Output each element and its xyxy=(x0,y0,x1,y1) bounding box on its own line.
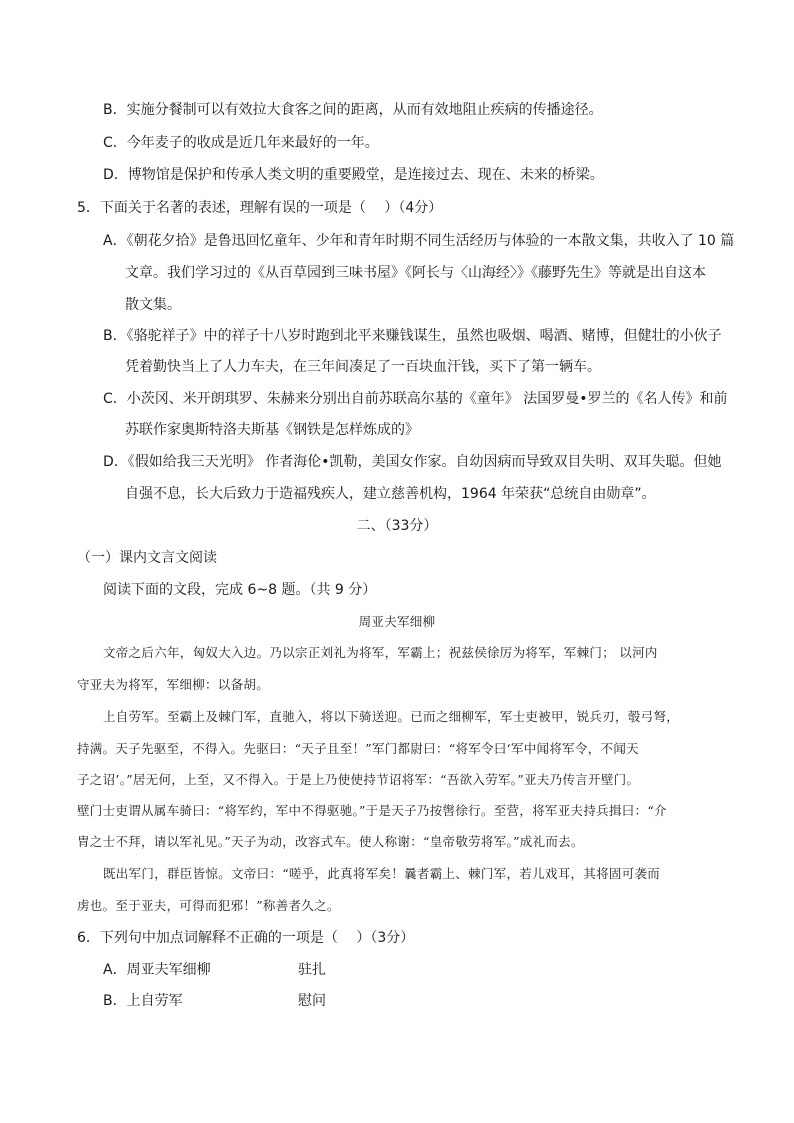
section-heading: 二、（33分） xyxy=(356,518,438,534)
passage-line: 胄之士不拜，请以军礼见。”天子为动，改容式车。使人称谢：“皇帝敬劳将军。”成礼而去。 xyxy=(77,834,584,849)
q5-option-b-line-2: 凭着勤快当上了人力车夫，在三年间凑足了一百块血汗钱，买下了第一辆车。 xyxy=(125,359,601,375)
q4-option-d: D．博物馆是保护和传承人类文明的重要殿堂，是连接过去、现在、未来的桥梁。 xyxy=(103,167,604,183)
q4-option-b: B．实施分餐制可以有效拉大食客之间的距离，从而有效地阻止疾病的传播途径。 xyxy=(103,102,603,118)
reading-instruction: 阅读下面的文段，完成 6~8 题。（共 9 分） xyxy=(103,582,377,598)
q6-stem: 6．下列句中加点词解释不正确的一项是（ ）（3分） xyxy=(77,930,415,946)
q6-option-b-gloss: 慰问 xyxy=(298,993,326,1009)
q5-option-c-line-2: 苏联作家奥斯特洛夫斯基《钢铁是怎样炼成的》 xyxy=(125,422,419,438)
q5-option-d-line-2: 自强不息，长大后致力于造福残疾人，建立慈善机构，1964 年荣获“总统自由勋章”。 xyxy=(125,486,656,502)
passage-line: 持满。天子先驱至，不得入。先驱曰：“天子且至！”军门都尉曰：“将军令曰‘军中闻将军令，不闻天 xyxy=(77,741,639,756)
q5-option-a-line-1: A．《朝花夕拾》是鲁迅回忆童年、少年和青年时期不同生活经历与体验的一本散文集，共收入了 10 篇 xyxy=(103,233,735,249)
q5-option-a-line-2: 文章。我们学习过的《从百草园到三味书屋》《阿长与〈山海经〉》《藤野先生》等就是出自这本 xyxy=(125,265,706,281)
passage-line: 壁门士吏谓从属车骑曰：“将军约，军中不得驱驰。”于是天子乃按辔徐行。至营，将军亚夫持兵揖曰：“介 xyxy=(77,803,667,818)
passage-line: 守亚夫为将军，军细柳：以备胡。 xyxy=(77,677,270,692)
passage-line: 虏也。至于亚夫，可得而犯邪！”称善者久之。 xyxy=(77,898,340,913)
q5-option-b-line-1: B．《骆驼祥子》中的祥子十八岁时跑到北平来赚钱谋生，虽然也吸烟、喝酒、赌博，但健壮的小伙子 xyxy=(103,328,722,344)
q5-option-d-line-1: D．《假如给我三天光明》 作者海伦•凯勒，美国女作家。自幼因病而导致双目失明、双耳失聪。但她 xyxy=(103,454,722,470)
passage-line: 既出军门，群臣皆惊。文帝曰：“嗟乎，此真将军矣！曩者霸上、棘门军，若儿戏耳，其将固可袭而 xyxy=(103,866,661,881)
q5-stem: 5．下面关于名著的表述，理解有误的一项是（ ）（4分） xyxy=(77,200,443,216)
sub-heading: （一）课内文言文阅读 xyxy=(77,550,217,566)
passage-line: 子之诏’。”居无何，上至，又不得入。于是上乃使使持节诏将军：“吾欲入劳军。”亚夫乃传言开壁门。 xyxy=(77,772,640,787)
q6-option-a-text: A．周亚夫军细柳 xyxy=(103,962,211,978)
q4-option-c: C．今年麦子的收成是近几年来最好的一年。 xyxy=(103,135,379,151)
q5-option-a-line-3: 散文集。 xyxy=(125,297,181,313)
q5-option-c-line-1: C．小茨冈、米开朗琪罗、朱赫来分别出自前苏联高尔基的《童年》 法国罗曼•罗兰的《名人传》和前 xyxy=(103,391,728,407)
q6-option-b-text: B．上自劳军 xyxy=(103,993,183,1009)
passage-line: 文帝之后六年，匈奴大入边。乃以宗正刘礼为将军，军霸上；祝兹侯徐厉为将军，军棘门； 以河内 xyxy=(103,645,658,660)
passage-line: 上自劳军。至霸上及棘门军，直驰入，将以下骑送迎。已而之细柳军，军士吏被甲，锐兵刃，彀弓弩， xyxy=(103,709,680,724)
passage-title: 周亚夫军细柳 xyxy=(358,614,436,629)
q6-option-a-gloss: 驻扎 xyxy=(298,962,326,978)
